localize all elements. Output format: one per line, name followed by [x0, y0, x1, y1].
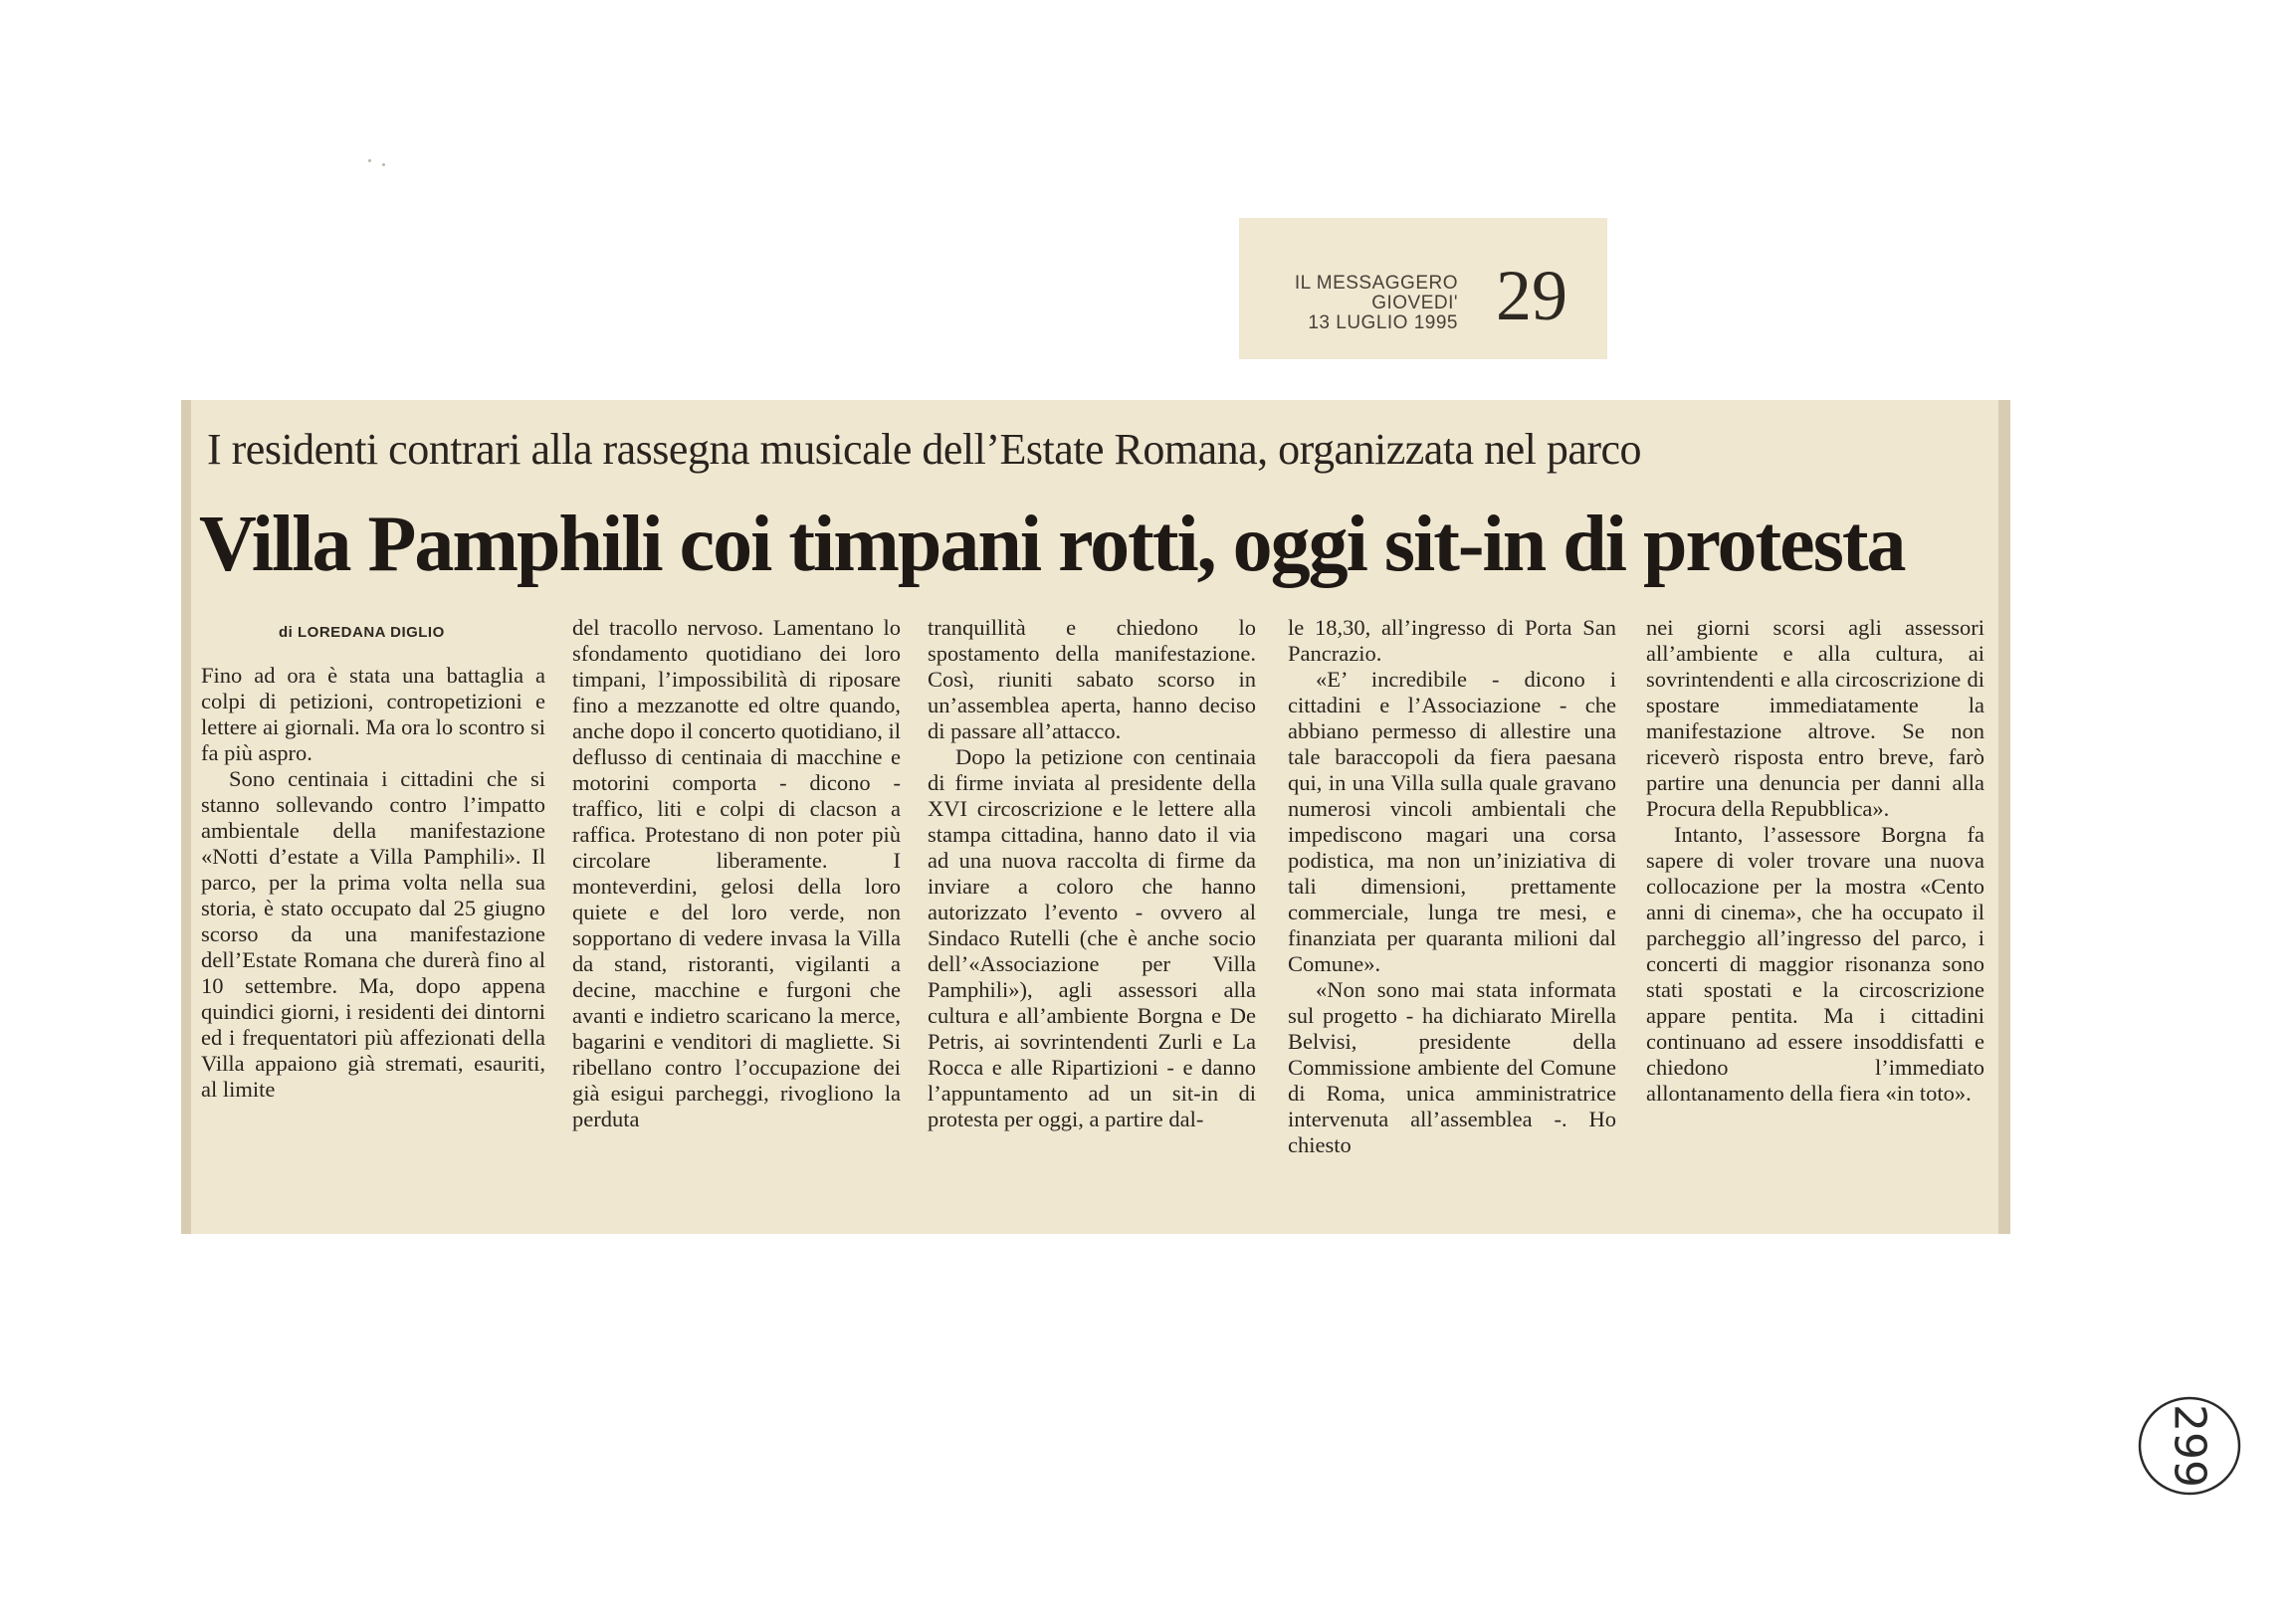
- masthead-text: [1295, 274, 1458, 333]
- column-5: [1646, 615, 1984, 1107]
- paragraph: «Non sono mai stata informata sul progetto - ha dichiarato Mirella Belvisi, presidente della Commissione ambiente del Comune di Roma, unica amministratrice intervenuta all’assemblea -. Ho chiesto: [1288, 977, 1616, 1157]
- paragraph: Dopo la petizione con centinaia di firme inviata al presidente della XVI circoscrizione e le lettere alla stampa cittadina, hanno dato il via ad una nuova raccolta di firme da inviare a coloro che hanno autorizzato l’evento - ovvero al Sindaco Rutelli (che è anche socio dell’«Associazione per Villa Pamphili»), agli assessori alla cultura e all’ambiente Borgna e De Petris, ai sovrintendenti Zurli e La Rocca e alle Ripartizioni - e danno l’appuntamento ad un sit-in di protesta per oggi, a partire dal-: [928, 744, 1256, 1131]
- page-number: 29: [1496, 256, 1567, 335]
- column-1: [201, 615, 545, 1103]
- paragraph: Fino ad ora è stata una battaglia a colpi di petizioni, contropetizioni e lettere ai giornali. Ma ora lo scontro si fa più aspro.: [201, 663, 545, 765]
- article-kicker: I residenti contrari alla rassegna musicale dell’Estate Romana, organizzata nel parco: [207, 425, 1642, 474]
- masthead-clipping: [1239, 218, 1607, 359]
- paragraph: le 18,30, all’ingresso di Porta San Pancrazio.: [1288, 615, 1616, 666]
- column-3: [928, 615, 1256, 1132]
- paragraph: nei giorni scorsi agli assessori all’ambiente e alla cultura, ai sovrintendenti e alla circoscrizione di spostare immediatamente la manifestazione altrove. Se non riceverò risposta entro breve, farò partire una denuncia per danni alla Procura della Repubblica».: [1646, 615, 1984, 821]
- bleed-through-strip: [181, 400, 191, 1234]
- article-columns: [191, 615, 2002, 1222]
- column-4: [1288, 615, 1616, 1158]
- article-headline: Villa Pamphili coi timpani rotti, oggi sit-in di protesta: [199, 501, 1905, 588]
- handwritten-number: 299: [2164, 1404, 2215, 1488]
- paragraph: Sono centinaia i cittadini che si stanno sollevando contro l’impatto ambientale della manifestazione «Notti d’estate a Villa Pamphili». Il parco, per la prima volta nella sua storia, è stato occupato dal 25 giugno scorso da una manifestazione dell’Estate Romana che durerà fino al 10 settembre. Ma, dopo appena quindici giorni, i residenti dei dintorni ed i frequentatori più affezionati della Villa appaiono già stremati, esauriti, al limite: [201, 766, 545, 1102]
- column-2: [572, 615, 901, 1132]
- article-clipping: [181, 400, 2010, 1234]
- handwritten-archive-mark: [2135, 1391, 2244, 1501]
- paragraph: «E’ incredibile - dicono i cittadini e l’Associazione - che abbiano permesso di allestire una tale baraccopoli da fiera paesana qui, in una Villa sulla quale gravano numerosi vincoli ambientali che impediscono magari una corsa podistica, ma non un’iniziativa di tali dimensioni, prettamente commerciale, lunga tre mesi, e finanziata per quaranta milioni dal Comune».: [1288, 667, 1616, 976]
- paragraph: Intanto, l’assessore Borgna fa sapere di voler trovare una nuova collocazione per la mostra «Cento anni di cinema», che ha occupato il parcheggio all’ingresso del parco, i concerti di maggior risonanza sono stati spostati e la circoscrizione appare pentita. Ma i cittadini continuano ad essere insoddisfatti e chiedono l’immediato allontanamento della fiera «in toto».: [1646, 822, 1984, 1106]
- masthead-weekday: GIOVEDI': [1371, 293, 1458, 313]
- paragraph: del tracollo nervoso. Lamentano lo sfondamento quotidiano dei loro timpani, l’impossibilità di riposare fino a mezzanotte ed oltre quando, anche dopo il concerto quotidiano, il deflusso di centinaia di macchine e motorini comporta - dicono - traffico, liti e colpi di clacson a raffica. Protestano di non poter più circolare liberamente. I monteverdini, gelosi della loro quiete e del loro verde, non sopportano di vedere invasa la Villa da stand, ristoranti, vigilanti a decine, macchine e furgoni che avanti e indietro scaricano la merce, bagarini e venditori di magliette. Si ribellano contro l’occupazione dei già esigui parcheggi, rivogliono la perduta: [572, 615, 901, 1131]
- masthead-date: 13 LUGLIO 1995: [1308, 312, 1458, 333]
- byline: di LOREDANA DIGLIO: [279, 624, 445, 641]
- newspaper-name: IL MESSAGGERO: [1294, 273, 1458, 294]
- paragraph: tranquillità e chiedono lo spostamento della manifestazione. Così, riuniti sabato scorso in un’assemblea aperta, hanno deciso di passare all’attacco.: [928, 615, 1256, 743]
